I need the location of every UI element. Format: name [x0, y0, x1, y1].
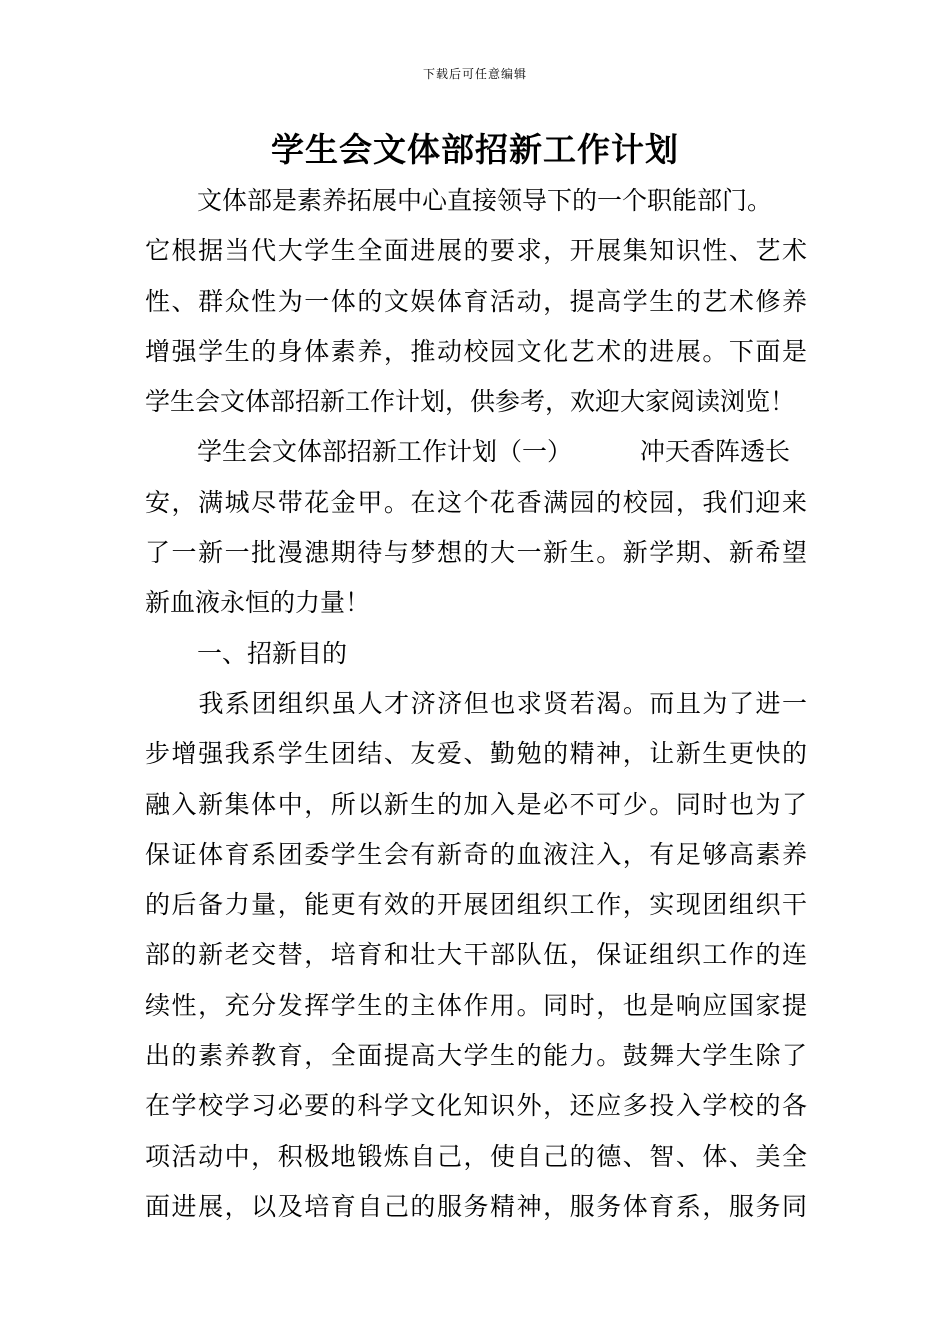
paragraph-line: 我系团组织虽人才济济但也求贤若渴。而且为了进一 — [197, 688, 807, 718]
paragraph-line: 增强学生的身体素养，推动校园文化艺术的进展。下面是 — [145, 336, 807, 366]
paragraph-line: 新血液永恒的力量！ — [145, 588, 371, 618]
paragraph-line: 了一新一批漫漶期待与梦想的大一新生。新学期、新希望 — [145, 538, 807, 568]
paragraph-line: 保证体育系团委学生会有新奇的血液注入，有足够高素养 — [145, 839, 807, 869]
paragraph-line: 出的素养教育，全面提高大学生的能力。鼓舞大学生除了 — [145, 1041, 807, 1071]
paragraph-line: 它根据当代大学生全面进展的要求，开展集知识性、艺术 — [145, 236, 807, 266]
paragraph-line: 续性，充分发挥学生的主体作用。同时，也是响应国家提 — [145, 990, 807, 1020]
paragraph-line: 性、群众性为一体的文娱体育活动，提高学生的艺术修养 — [145, 286, 807, 316]
header-note: 下载后可任意编辑 — [422, 67, 527, 81]
paragraph-line: 文体部是素养拓展中心直接领导下的一个职能部门。 — [197, 186, 773, 215]
paragraph-line: 学生会文体部招新工作计划（一） 冲天香阵透长 — [197, 437, 791, 467]
paragraph-line: 的后备力量，能更有效的开展团组织工作，实现团组织干 — [145, 890, 807, 920]
paragraph-line: 安，满城尽带花金甲。在这个花香满园的校园，我们迎来 — [145, 487, 807, 517]
paragraph-line: 步增强我系学生团结、友爱、勤勉的精神，让新生更快的 — [145, 739, 807, 769]
paragraph-line: 面进展，以及培育自己的服务精神，服务体育系，服务同 — [145, 1191, 807, 1221]
document-body — [145, 176, 807, 1232]
paragraph-line: 项活动中，积极地锻炼自己，使自己的德、智、体、美全 — [145, 1141, 807, 1171]
paragraph-line: 部的新老交替，培育和壮大干部队伍，保证组织工作的连 — [145, 940, 807, 970]
paragraph-line: 学生会文体部招新工作计划，供参考，欢迎大家阅读浏览！ — [145, 387, 796, 417]
paragraph-line: 在学校学习必要的科学文化知识外，还应多投入学校的各 — [145, 1091, 807, 1121]
paragraph-line: 融入新集体中，所以新生的加入是必不可少。同时也为了 — [145, 789, 807, 819]
section-heading: 一、招新目的 — [197, 638, 348, 668]
document-title: 学生会文体部招新工作计划 — [271, 130, 679, 169]
section-heading-inline: 学生会文体部招新工作计划（一） — [197, 437, 573, 467]
